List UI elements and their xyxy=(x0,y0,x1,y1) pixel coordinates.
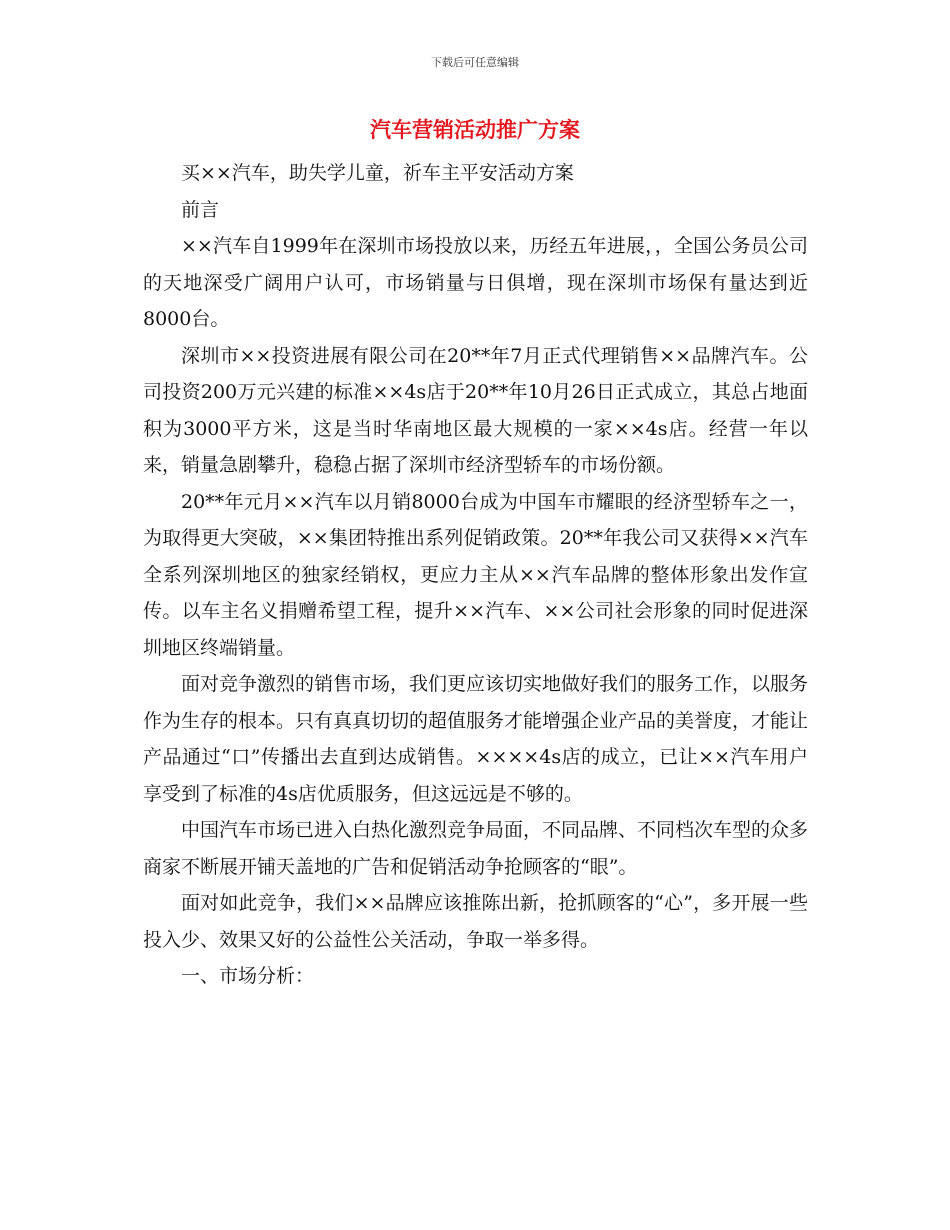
body-paragraph: 面对竞争激烈的销售市场，我们更应该切实地做好我们的服务工作，以服务作为生存的根本。只有真真切切的超值服务才能增强企业产品的美誉度，才能让产品通过“口”传播出去直到达成销售。××××4s店的成立，已让××汽车用户享受到了标准的4s店优质服务，但这远远是不够的。 xyxy=(143,673,809,805)
body-paragraph: 20**年元月××汽车以月销8000台成为中国车市耀眼的经济型轿车之一，为取得更大突破，××集团特推出系列促销政策。20**年我公司又获得××汽车全系列深圳地区的独家经销权，更应力主从××汽车品牌的整体形象出发作宣传。以车主名义捐赠希望工程，提升××汽车、××公司社会形象的同时促进深圳地区终端销量。 xyxy=(143,490,808,659)
section-heading: 一、市场分析： xyxy=(181,965,315,987)
preface-heading: 前言 xyxy=(181,198,220,221)
page-header-note: 下载后可任意编辑 xyxy=(431,56,519,69)
subtitle-paragraph: 买××汽车，助失学儿童，祈车主平安活动方案 xyxy=(181,162,574,184)
body-paragraph: ××汽车自1999年在深圳市场投放以来，历经五年进展，，全国公务员公司的天地深受广阔用户认可，市场销量与日俱增，现在深圳市场保有量达到近8000台。 xyxy=(143,235,808,330)
body-paragraph: 深圳市××投资进展有限公司在20**年7月正式代理销售××品牌汽车。公司投资200万元兴建的标准××4s店于20**年10月26日正式成立，其总占地面积为3000平方米，这是当时华南地区最大规模的一家××4s店。经营一年以来，销量急剧攀升，稳稳占据了深圳市经济型轿车的市场份额。 xyxy=(143,344,808,476)
document-body xyxy=(143,155,808,995)
body-paragraph: 中国汽车市场已进入白热化激烈竞争局面，不同品牌、不同档次车型的众多商家不断展开铺天盖地的广告和促销活动争抢顾客的“眼”。 xyxy=(143,819,809,878)
body-paragraph: 面对如此竞争，我们××品牌应该推陈出新，抢抓顾客的“心”，多开展一些投入少、效果又好的公益性公关活动，争取一举多得。 xyxy=(143,892,808,951)
document-title: 汽车营销活动推广方案 xyxy=(370,117,580,142)
